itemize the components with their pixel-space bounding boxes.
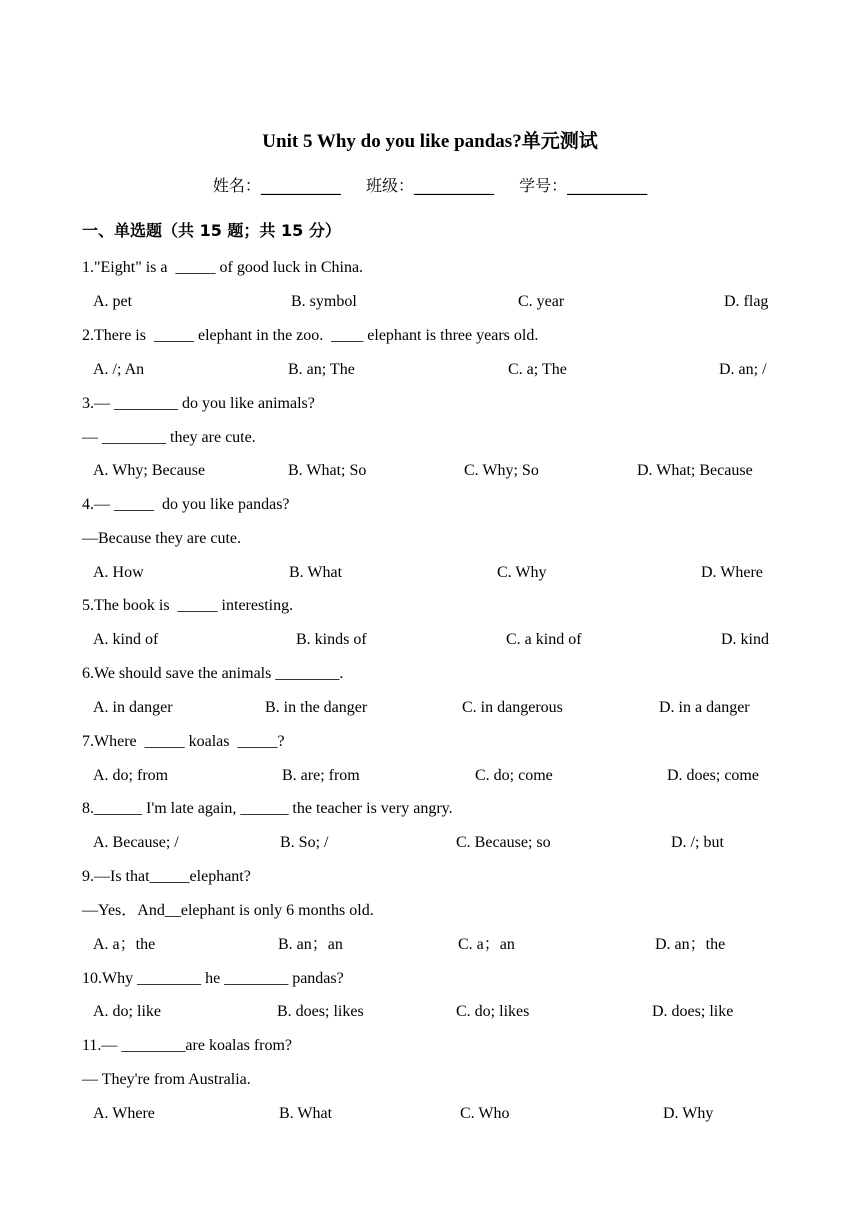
option-a: A. Because; / — [93, 834, 179, 851]
option-a: A. Where — [93, 1105, 155, 1122]
option-d: D. does; come — [667, 767, 759, 784]
question-3-options — [82, 461, 782, 481]
id-field-label: 学号：__________ — [519, 176, 648, 195]
option-c: C. a; The — [508, 361, 567, 378]
question-9-options — [82, 935, 782, 955]
option-d: D. an；the — [655, 936, 726, 953]
option-d: D. kind — [721, 631, 769, 648]
section-heading: 一、单选题（共 15 题；共 15 分） — [82, 221, 341, 240]
question-10-options — [82, 1002, 782, 1022]
question-9-stem-line-2: —Yes．And__elephant is only 6 months old. — [82, 902, 374, 919]
question-11-stem-line-2: — They're from Australia. — [82, 1071, 251, 1088]
question-5-stem: 5.The book is _____ interesting. — [82, 597, 294, 614]
question-11-options — [82, 1104, 782, 1124]
question-8-stem: 8.______ I'm late again, ______ the teacher is very angry. — [82, 800, 453, 817]
option-a: A. How — [93, 564, 144, 581]
option-b: B. What; So — [288, 462, 367, 479]
option-b: B. symbol — [291, 293, 357, 310]
question-1-stem: 1."Eight" is a _____ of good luck in China. — [82, 259, 364, 276]
question-10-stem: 10.Why ________ he ________ pandas? — [82, 970, 344, 987]
option-d: D. does; like — [652, 1003, 734, 1020]
question-9-stem: 9.—Is that_____elephant? — [82, 868, 251, 885]
name-field-label: 姓名：__________ — [212, 176, 341, 195]
option-b: B. kinds of — [296, 631, 367, 648]
option-c: C. Why — [497, 564, 547, 581]
option-c: C. a kind of — [506, 631, 582, 648]
option-b: B. in the danger — [265, 699, 368, 716]
option-a: A. do; like — [93, 1003, 161, 1020]
question-3-stem-line-2: — ________ they are cute. — [82, 429, 256, 446]
student-info — [0, 173, 860, 196]
option-c: C. year — [518, 293, 565, 310]
option-d: D. Why — [663, 1105, 714, 1122]
option-d: D. /; but — [671, 834, 724, 851]
class-field-label: 班级：__________ — [365, 176, 494, 195]
option-a: A. kind of — [93, 631, 159, 648]
option-d: D. flag — [724, 293, 769, 310]
question-11-stem: 11.— ________are koalas from? — [82, 1037, 293, 1054]
question-4-stem-line-2: —Because they are cute. — [82, 530, 242, 547]
question-8-options — [82, 833, 782, 853]
option-b: B. an; The — [288, 361, 355, 378]
option-c: C. do; come — [475, 767, 553, 784]
option-a: A. a；the — [93, 936, 156, 953]
option-c: C. in dangerous — [462, 699, 563, 716]
page-title: Unit 5 Why do you like pandas?单元测试 — [262, 131, 598, 152]
option-a: A. /; An — [93, 361, 145, 378]
option-b: B. does; likes — [277, 1003, 364, 1020]
option-b: B. an；an — [278, 936, 343, 953]
question-2-options — [82, 360, 782, 380]
question-3-stem: 3.— ________ do you like animals? — [82, 395, 315, 412]
option-b: B. So; / — [280, 834, 329, 851]
option-c: C. a；an — [458, 936, 515, 953]
question-5-options — [82, 630, 782, 650]
option-c: C. Because; so — [456, 834, 551, 851]
question-2-stem: 2.There is _____ elephant in the zoo. ____ elephant is three years old. — [82, 327, 539, 344]
question-1-options — [82, 292, 782, 312]
option-d: D. What; Because — [637, 462, 753, 479]
option-b: B. What — [289, 564, 343, 581]
option-a: A. Why; Because — [93, 462, 206, 479]
option-c: C. Who — [460, 1105, 510, 1122]
question-7-options — [82, 766, 782, 786]
option-a: A. do; from — [93, 767, 169, 784]
option-c: C. Why; So — [464, 462, 539, 479]
question-6-options — [82, 698, 782, 718]
option-d: D. Where — [701, 564, 763, 581]
option-d: D. in a danger — [659, 699, 750, 716]
question-4-options — [82, 563, 782, 583]
option-b: B. are; from — [282, 767, 360, 784]
option-b: B. What — [279, 1105, 333, 1122]
option-d: D. an; / — [719, 361, 767, 378]
question-6-stem: 6.We should save the animals ________. — [82, 665, 344, 682]
question-7-stem: 7.Where _____ koalas _____? — [82, 733, 285, 750]
option-a: A. pet — [93, 293, 133, 310]
question-4-stem: 4.— _____ do you like pandas? — [82, 496, 290, 513]
option-a: A. in danger — [93, 699, 173, 716]
option-c: C. do; likes — [456, 1003, 530, 1020]
